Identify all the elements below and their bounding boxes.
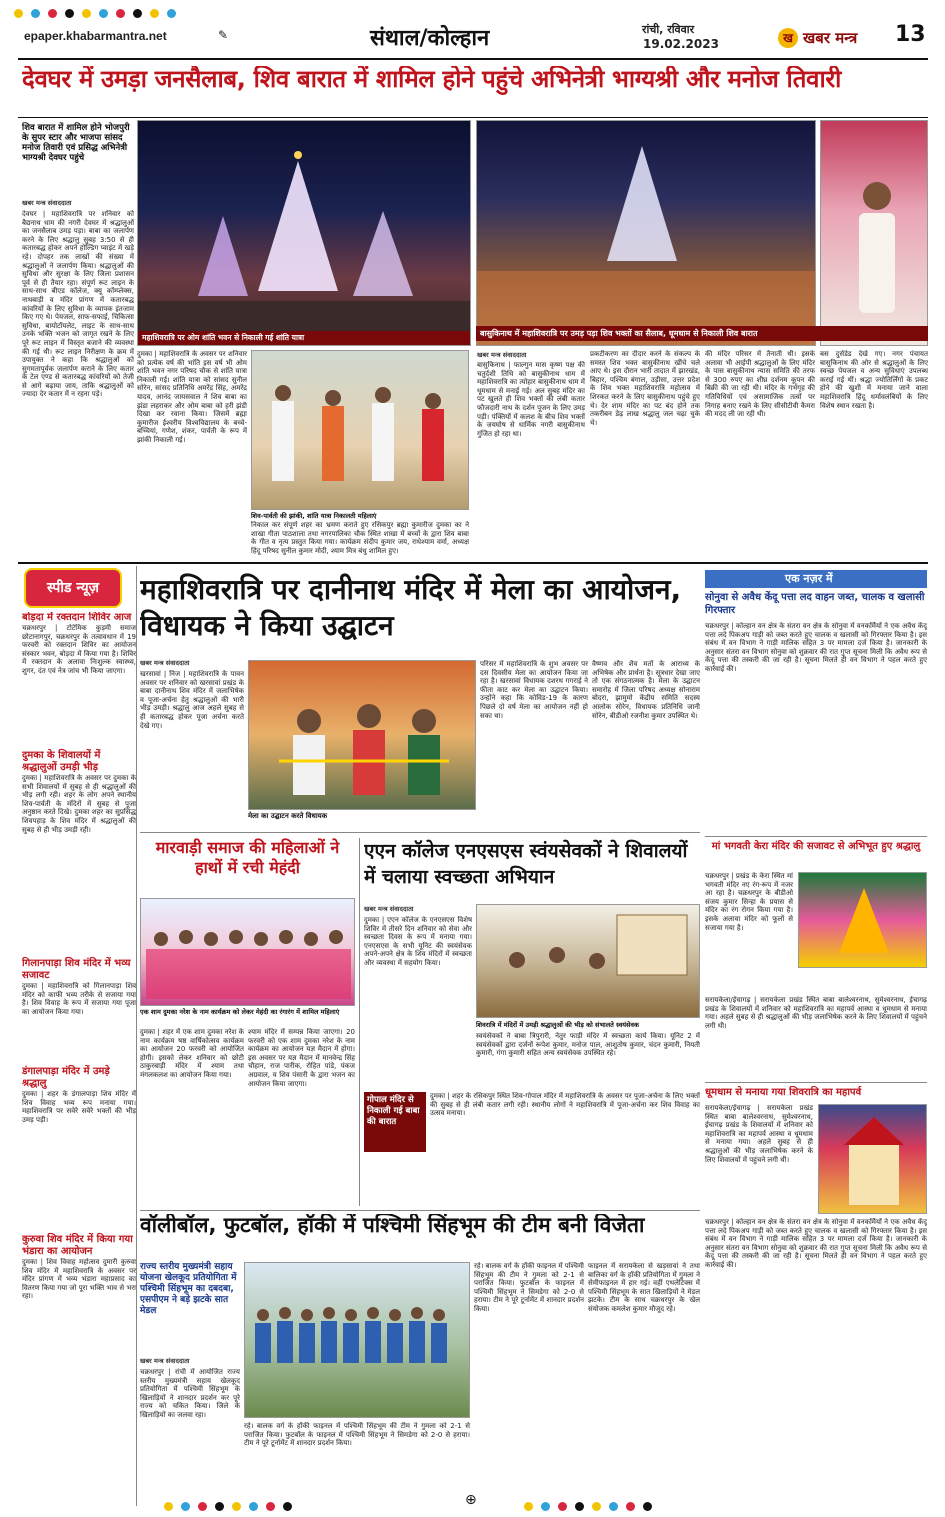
speed-item-title: डंगालपाड़ा मंदिर में उमड़े श्रद्धालु xyxy=(22,1066,110,1089)
daninath-text-1: खरसावां | निज | महाशिवरात्रि के पावन अवसर पर शनिवार को खरसावां प्रखंड के बाबा दानीनाथ शिव मंदिर में जलाभिषेक व पूजा-अर्चना हेतु श्रद्धालुओं की भारी भीड़ उमड़ी। श्रद्धालु आज अहले सुबह से ही कतारबद्ध होकर पूजा अर्चना करते देखे गए। xyxy=(140,670,244,730)
ek-nazar-text-2b: सरायकेला/ईचागढ़ | सरायकेला प्रखंड स्थित बाबा बालेश्वरनाथ, सुमेश्वरनाथ, ईचागढ़ प्रखंड के शिवालयों में शनिवार को महाशिवरात्रि का महापर्व आस्था व धूमधाम से मनाया गया। अहले सुबह से ही श्रद्धालुओं की भीड़ जलाभिषेक करने के लिए शिवालयों में पहुंचने लगी थी। xyxy=(705,996,927,1030)
sports-text-3: फाइनल में सरायकेला से खड़सावां ने तथा बालिका वर्ग के हॉकी प्रतियोगिता में गुमला ने सेमीफाइनल में हार गई। वहीं एथलेटिक्स में पश्चिमी सिंहभूम के सात खिलाड़ियों ने मेडल झटके। टीम के साथ चक्रधरपुर के खेल संयोजक कमलेश कुमार मौजूद रहे। xyxy=(588,1262,700,1313)
basuki-byline: खबर मन्त्र संवाददाता xyxy=(477,351,527,359)
nss-text-2: स्वयंसेवकों ने बाबा त्रिपुरारी, नेतुर फाड़ी मंदिर में स्वच्छता कार्य किया। यूनिट 2 में स्वयंसेवकों द्वारा दर्जनों रूपेश कुमार, मनोज पाल, आशुतोष कुमार, चंदन कुमारी, नियती कुमारी, गंगा कुमारी सहित अन्य स्वयंसेवक उपस्थित रहे। xyxy=(476,1032,700,1058)
ek-nazar-banner xyxy=(705,570,927,588)
speed-item-text: दुमका | शिव विवाह महोत्सव दुमारी कुरुवा शिव मंदिर में महाशिवरात्रि के अवसर पर मंदिर प्रांगण में भव्य भंडारा महाप्रसाद का वितरण किया गया जो पूरा भक्ति भाव से भरा रहा। xyxy=(22,1258,136,1301)
lead-headline: देवघर में उमड़ा जनसैलाब, शिव बारात में शामिल होने पहुंचे अभिनेत्री भाग्यश्री और मनोज तिवारी xyxy=(22,66,842,93)
sports-byline: खबर मन्त्र संवाददाता xyxy=(140,1357,190,1365)
procession-illustration xyxy=(252,351,469,510)
speed-item xyxy=(22,958,136,1062)
masthead xyxy=(0,0,945,62)
sports-text-1: चक्रधरपुर | रांची में आयोजित राज्य स्तरीय मुख्यमंत्री सहाय खेलकूद प्रतियोगिता में पश्चिमी सिंहभूम के खिलाड़ियों ने शानदार प्रदर्शन कर पूरे राज्य को चकित किया। जिले के खिलाड़ियों का जलवा रहा। xyxy=(140,1368,240,1419)
sports-text-1b: रहे। बालक वर्ग के हॉकी फाइनल में पश्चिमी सिंहभूम की टीम ने गुमला को 2-1 से पराजित किया। फुटबॉल के फाइनल में पश्चिमी सिंहभूम ने सिमडेगा को 2-0 से हराया। टीम ने पूरे टूर्नामेंट में शानदार प्रदर्शन किया। xyxy=(244,1422,470,1448)
speed-item-title: कुरुवा शिव मंदिर में किया गया भंडारा का आयोजन xyxy=(22,1234,133,1257)
ek-nazar-label: एक नज़र में xyxy=(785,572,833,585)
section-rule-3 xyxy=(140,1210,700,1211)
ek-nazar-text-3: सरायकेला/ईचागढ़ | सरायकेला प्रखंड स्थित बाबा बालेश्वरनाथ, सुमेश्वरनाथ, ईचागढ़ प्रखंड के शिवालयों में शनिवार को महाशिवरात्रि का महापर्व आस्था व धूमधाम से मनाया गया। अहले सुबह से ही श्रद्धालुओं की भीड़ जलाभिषेक करने के लिए शिवालयों में पहुंचने लगी थी। xyxy=(705,1104,813,1164)
ek-nazar-text-3b: चक्रधरपुर | कोल्हान वन क्षेत्र के संतरा वन क्षेत्र के सोनुवा में वनकर्मियों ने एक अवैध केंदू पत्ता लदे पिकअप गाड़ी को जब्त करते हुए चालक व खलासी को गिरफ्तार किया है। इस संबंध में वन विभाग ने गाड़ी मालिक सहित 3 पर मामला दर्ज किया है। जानकारी के अनुसार संतरा वन विभाग सोनुवा को शुक्रवार की रात गुप्त सूचना मिली कि अवैध रूप से केंदू पत्ता की तस्करी की जा रही है। सूचना मिलते ही वन विभाग ने पहल करते हुए कार्रवाई की। xyxy=(705,1218,927,1269)
danniath-photo-caption: मेला का उद्घाटन करते विधायक xyxy=(248,812,328,820)
women-group-illustration xyxy=(141,899,355,1006)
gopal-box xyxy=(364,1092,426,1152)
photo-cleanliness xyxy=(476,904,700,1018)
footer-registration-dots-right xyxy=(520,1496,656,1515)
danniath-text-2: परिसर में महाशिवरात्रि के शुभ अवसर पर दस दिवसीय मेला का आयोजन किया जा रहा है। खरसावां विधायक दशरथ गगराई ने फीता काट कर मेला का उद्घाटन किया। उन्होंने कहा कि कोविड-19 के कारण पिछले दो वर्ष मेला का आयोजन नहीं हो सका था। xyxy=(480,660,588,720)
section-rule-2 xyxy=(140,832,700,833)
nss-divider xyxy=(359,838,360,1206)
marwari-text-1: दुमका | शहर में एक शाम दुमका नरेश के नाम कार्यक्रम षष्ठ वार्षिकोत्सव कार्यक्रम का आयोजन 20 फरवरी को आयोजित होगी। इसको लेकर शनिवार को छोटी ठाकुरबाड़ी मंदिर में श्याम तथा मंगलकलश का आयोजन किया गया। xyxy=(140,1028,244,1079)
speed-news-label: स्पीड न्यूज़ xyxy=(46,580,100,596)
sports-text-2: रहे। बालक वर्ग के हॉकी फाइनल में पश्चिमी सिंहभूम की टीम ने गुमला को 2-1 से पराजित किया। फुटबॉल के फाइनल में पश्चिमी सिंहभूम ने सिमडेगा को 2-0 से हराया। टीम ने पूरे टूर्नामेंट में शानदार प्रदर्शन किया। xyxy=(474,1262,584,1313)
speed-item-title: गिलानपाड़ा शिव मंदिर में भव्य सजावट xyxy=(22,958,131,981)
color-registration-dots xyxy=(10,3,180,22)
ek-nazar-rule-1 xyxy=(705,836,927,837)
photo-shivalaya xyxy=(818,1104,927,1214)
photo-inauguration xyxy=(248,660,476,810)
inauguration-illustration xyxy=(249,661,476,810)
column-divider xyxy=(136,566,137,1506)
basuki-text-2: प्रकटीकरण का दीदार करने के संकल्प के समस्त शिव भक्त बासुकीनाथ खींचे चले आए थे। इस दौरान भारी तादात में झारखंड, बिहार, पश्चिम बंगाल, उड़ीसा, उत्तर प्रदेश के शिव भक्त महाशिवरात्रि महोत्सव में शिरकत करने के लिए बासुकीनाथ पहुंचे हुए थे। देर शाम मंदिर का पट बंद होने तक तकरीबन डेढ़ लाख श्रद्धालु जल चढ़ा चुके थे। xyxy=(590,350,700,427)
basuki-text-3: की मंदिर परिसर में तैनाती थी। इसके अलावा भी आईपी श्रद्धालुओं के लिए मंदिर के पास बासुकीनाथ न्यास समिति की तरफ से 300 रुपए का शीघ्र दर्शनम कूपन की बिक्री की जा रही थी। मंदिर के गर्भगृह की गतिविधियों एवं असामाजिक तत्वों पर निगाह बनाए रखने के लिए सीसीटीवी कैमरा की मदद ली जा रही थी। xyxy=(705,350,815,419)
cursor-icon: ✎ xyxy=(218,28,229,42)
ek-nazar-headline-1: सोनुवा से अवैध केंदू पत्ता लद वाहन जब्त, चालक व खलासी गिरफ्तार xyxy=(705,592,925,616)
photo-temple-night xyxy=(137,120,471,346)
temple-crowd-illustration xyxy=(477,121,816,346)
speed-item-text: दुमका | महाशिवरात्रि को गिलानपाड़ा शिव मंदिर को काफी भव्य तरीके से सजाया गया है। शिव विवाह के रूप में सजाया गया पूजा का आयोजन किया गया। xyxy=(22,982,136,1016)
speed-news-column xyxy=(22,612,136,1512)
ek-nazar-headline-2: मां भगवती केरा मंदिर की सजावट से अभिभूत हुए श्रद्धालु xyxy=(711,841,921,852)
sports-headline: वॉलीबॉल, फुटबॉल, हॉकी में पश्चिमी सिंहभूम की टीम बनी विजेता xyxy=(140,1214,645,1237)
photo-sports-team xyxy=(244,1262,470,1418)
photo-shanti-yatra xyxy=(251,350,469,510)
photo1-caption: महाशिवरात्रि पर ओम शांति भवन से निकाली गई शांति यात्रा xyxy=(138,331,471,345)
speed-item-title: बोड़दा में रक्तदान शिविर आज xyxy=(22,612,132,623)
speed-item xyxy=(22,612,136,746)
volunteers-illustration xyxy=(477,905,700,1018)
brand-logo-icon: ख xyxy=(778,28,798,48)
marwari-headline: मारवाड़ी समाज की महिलाओं ने हाथों में रची मेहंदी xyxy=(155,838,340,877)
lead-rule xyxy=(18,117,928,118)
ek-nazar-headline-3: धूमधाम से मनाया गया शिवरात्रि का महापर्व xyxy=(705,1087,862,1098)
team-illustration xyxy=(245,1263,470,1418)
danniath-text-3: वैष्णव और शैव मतों के आराध्य के अभिषेक और प्रार्थना है। सूत्रधार देखा जाए तो एक संगठनात्मक है। मेला के उद्घाटन समारोह में जिला परिषद अध्यक्ष सोनाराम बोदरा, झामुमो केंद्रीय समिति सदस्य आलोक सोरेन, विधायक प्रतिनिधि जानी सोरेन, बीडीओ रजनीश कुमार उपस्थित थे। xyxy=(592,660,700,720)
marwari-photo-caption: एक शाम दुमका नरेश के नाम कार्यक्रम को लेकर मेहंदी का रंगारंग में शामिल महिलाएं xyxy=(140,1008,340,1016)
page-number: 13 xyxy=(895,22,926,47)
mid-rule xyxy=(18,562,928,564)
speed-item xyxy=(22,750,136,954)
nss-headline: एएन कॉलेज एनएसएस स्वंयसेवकों ने शिवालयों में चलाया स्वच्छता अभियान xyxy=(364,840,688,888)
nss-photo-caption: शिवरात्रि में मंदिरों में उमड़ी श्रद्धालुओं की भीड़ को संभालते स्वयंसेवक xyxy=(476,1021,639,1029)
brand-name: खबर मन्त्र xyxy=(803,29,858,47)
speed-item-text: दुमका | महाशिवरात्रि के अवसर पर दुमका के सभी शिवालयों में सुबह से ही श्रद्धालुओं की भीड़ लगी रही। शहर के लोग अपने स्थानीय शिव-पार्वती के मंदिरों में सुबह से पूजा अनुष्ठान करते दिखे। दुमका शहर का सुप्रसिद्ध शिवपहाड़ के शिव मंदिर में श्रद्धालुओं की सुबह से ही भीड़ उमड़ी रही। xyxy=(22,774,136,834)
shanti-text-1: दुमका | महाशिवरात्रि के अवसर पर शनिवार को प्रत्येक वर्ष की भांति इस वर्ष भी ओम शांति भवन नगर परिषद चौक से शांति यात्रा निकाली गई। शांति यात्रा को सांसद सुनील सोरेन, सांसद प्रतिनिधि अमरेंद्र सिंह, अमरेंद्र यादव, आनंद जायसवाल ने शिव बाबा का झंडा लहराकर और ओम बाबा को हरी झंडी दिखा कर रवाना किया। जिसमें ब्रह्मा कुमारीज ईश्वरीय विश्वविद्यालय के बच्चे-बच्चियां, गणेश, शंकर, पार्वती के रूप में झांकी निकाली गई। xyxy=(137,350,247,444)
photo-basukinath xyxy=(476,120,816,346)
site-url[interactable]: epaper.khabarmantra.net xyxy=(24,29,167,43)
lead-body: देवघर | महाशिवरात्रि पर शनिवार को बैद्यनाथ धाम की नगरी देवघर में श्रद्धालुओं का जनसैलाब उमड़ पड़ा। बाबा का जलार्पण करने के लिए श्रद्धालु सुबह 3:50 से ही कतारबद्ध होकर अपने होल्डिंग प्वाइंट में खड़े रहे। दोपहर तक लाखों की संख्या में श्रद्धालुओं ने जलार्पण किया। श्रद्धालुओं की सुविधा और सुरक्षा के लिए जिला प्रशासन पूर्व से ही तैयार रहा। संपूर्ण रूट लाइन के साथ-साथ बीएड कॉलेज, क्यू कॉम्प्लेक्स, नाथबाड़ी व मंदिर प्रांगण में कतारबद्ध कांवरियों के लिए सुविधा के व्यापक इंतजाम किए गए थे। पेयजल, साफ-सफाई, चिकित्सा सुविधा, बायोटॉयलेट, लाइट के साथ-साथ उनके भक्ति भजन को जागृत रखने के लिए पूरे रूट लाइन में विस्तृत बजाने की व्यवस्था की गई थी। रूट लाइन निरीक्षण के क्रम में उपायुक्त ने कहा कि श्रद्धालुओं को सुगमतापूर्वक जलार्पण कराने के लिए कतार के टेल एण्ड से कतारबद्ध कांवरियों को तेजी से आगे बढ़ाया जाय, ताकि श्रद्धालुओं को ज्यादा देर कतार में न रहना पड़े। xyxy=(22,210,134,399)
date: 19.02.2023 xyxy=(643,37,719,51)
speed-item-title: दुमका के शिवालयों में श्रद्धालुओं उमड़ी भीड़ xyxy=(22,750,101,773)
basuki-text-4: बस दुर्सडेड देखे गए। नगर पंचायत बासुकिनाथ की ओर से श्रद्धालुओं के लिए स्वच्छ पेयजल व अन्य सुविधाएं उपलब्ध कराई गई थीं। श्रद्धा ज्योतिर्लिंगों के प्रकट होने की खुशी में मनाया जाने वाला महाशिवरात्रि हिंदू धर्मावलंबियों के लिए विशेष स्थान रखता है। xyxy=(820,350,928,410)
ek-nazar-text-2: चक्रधरपुर | प्रखंड के केरा स्थित मां भगवती मंदिर नए रंग-रूप में नजर आ रहा है। चक्रधरपुर के बीडीओ संजय कुमार सिन्हा के प्रयास से मंदिर का रंग रोगन किया गया है। इसके अलावा मंदिर को फूलों से सजाया गया है। xyxy=(705,872,793,932)
photo-kera-temple xyxy=(798,872,927,968)
shrine-illustration xyxy=(819,1105,927,1214)
speed-news-badge xyxy=(24,568,122,608)
lead-intro: शिव बारात में शामिल होने भोजपुरी के सुपर स्टार और भाजपा सांसद मनोज तिवारी एवं प्रसिद्ध अभिनेत्री भाग्यश्री देवघर पहुंचे xyxy=(22,123,130,163)
shanti-text-2: निकाल कर संपूर्ण शहर का भ्रमण कराते हुए रसिकपुर ब्रह्मा कुमारीज दुमका का ने शाखा गीता पाठशाला तथा नगरपालिका चौक स्थित शाखा में बच्चों के द्वारा शिव बाबा के गीत व नृत्य प्रस्तुत किया गया। कार्यक्रम संदीप कुमार जय, राधेश्याम वर्मा, अध्यक्ष हिंदू परिषद सुनील कुमार मोदी, श्याम मित्र बंधु शामिल हुए। xyxy=(251,521,469,555)
photo-mehndi xyxy=(140,898,355,1006)
lead-byline: खबर मन्त्र संवाददाता xyxy=(22,199,72,207)
temple-decor-illustration xyxy=(799,873,927,968)
photo3-caption: शिव-पार्वती की झांकी, शांति यात्रा निकालती महिलाएं xyxy=(251,512,377,520)
nss-text-1: दुमका | एएन कॉलेज के एनएसएस विशेष शिविर में तीसरे दिन शनिवार को सेवा और स्वच्छता दिवस के रूप में मनाया गया। एनएसएस के सभी यूनिट की स्वयंसेवक अपने-अपने क्षेत्र के शिव मंदिरों में स्वच्छता और व्यवस्था में सहयोग किया। xyxy=(364,916,472,967)
footer-register-mark: ⊕ xyxy=(465,1492,477,1508)
gopal-text: दुमका | शहर के रसिकपुर स्थित शिव-गोपाल मंदिर में महाशिवरात्रि के अवसर पर पूजा-अर्चना के लिए भक्तों की सुबह से ही लंबी कतार लगी रही। स्थानीय लोगों ने महाशिवरात्रि में पूजा-अर्चना कर शिव विवाह का उत्सव मनाया। xyxy=(430,1092,700,1118)
photo-actor xyxy=(820,120,928,346)
marwari-text-2: श्याम मंदिर में सम्पन्न किया जाएगा। 20 फरवरी को एक शाम दुमका नरेश के नाम कार्यक्रम का आयोजन यज्ञ मैदान में होगा। इस अवसर पर यज्ञ मैदान में मानवेन्द्र सिंह चौहान, राज पारीक, रोहित पांडे, पंकज अग्रवाल, य शिव पंसारी के द्वारा भजन का आयोजन किया जाएगा। xyxy=(248,1028,355,1088)
footer-registration-dots-left xyxy=(160,1496,296,1515)
daninath-headline: महाशिवरात्रि पर दानीनाथ मंदिर में मेला का आयोजन, विधायक ने किया उद्घाटन xyxy=(140,573,682,642)
speed-item xyxy=(22,1066,136,1230)
sports-deck: राज्य स्तरीय मुख्यमंत्री सहाय योजना खेलकूद प्रतियोगिता में पश्चिमी सिंहभूम का दबदबा, एसपीएम ने बड़े झटके सात मेडल xyxy=(140,1262,237,1316)
basuki-text-1: बासुकिनाथ | फाल्गुन मास कृष्ण पक्ष की चतुर्दशी तिथि को बासुकीनाथ धाम में महाशिवरात्रि का त्योहार बासुकीनाथ धाम में धूमधाम से मनाई गई। अल सुबह मंदिर का पट खुलते ही शिव भक्तों की लंबी कतार फौजदारी नाथ के दर्शन पूजन के लिए उमड़ पड़ी। पंक्तियों में कलश के बीच शिव भक्तों के जयघोष से धार्मिक नगरी बासुकीनाथ गुंजित हो रहा था। xyxy=(477,361,585,438)
speed-item xyxy=(22,1234,136,1408)
masthead-rule xyxy=(18,58,928,60)
photo2-caption: बासुकिनाथ में महाशिवरात्रि पर उमड़ पड़ा शिव भक्तों का सैलाब, धूमधाम से निकाली शिव बारात xyxy=(476,326,928,341)
speed-item-text: दुमका | शहर के डंगालपाड़ा शिव मंदिर में शिव विवाह भव्य रूप मनाया गया। महाशिवरात्रि पर सवेरे सवेरे भक्तों की भीड़ उमड़ पड़ी। xyxy=(22,1090,136,1124)
gopal-label: गोपाल मंदिर से निकाली गई बाबा की बारात xyxy=(367,1095,420,1127)
temple-illustration xyxy=(138,121,471,346)
ek-nazar-text-1: चक्रधरपुर | कोल्हान वन क्षेत्र के संतरा वन क्षेत्र के सोनुवा में वनकर्मियों ने एक अवैध केंदू पत्ता लदे पिकअप गाड़ी को जब्त करते हुए चालक व खलासी को गिरफ्तार किया है। इस संबंध में वन विभाग ने गाड़ी मालिक सहित 3 पर मामला दर्ज किया है। जानकारी के अनुसार संतरा वन विभाग सोनुवा को शुक्रवार की रात गुप्त सूचना मिली कि अवैध रूप से केंदू पत्ता की तस्करी की जा रही है। सूचना मिलते ही वन विभाग ने पहल करते हुए कार्रवाई की। xyxy=(705,622,927,673)
city-day: रांची, रविवार xyxy=(642,23,695,36)
ek-nazar-rule-2 xyxy=(705,1082,927,1083)
section-title: संथाल/कोल्हान xyxy=(370,26,490,51)
nss-byline: खबर मन्त्र संवाददाता xyxy=(364,905,414,913)
speed-item-text: चक्रधरपुर | टोटेमिक कुड़मी समाज छोटानागपुर, चक्रधरपुर के तत्वावधान में 19 फरवरी को रक्तदान शिविर का आयोजन संस्कार भवन, बोड़दा में किया गया है। शिविर में रक्तदान के अलावा निःशुल्क स्वास्थ्य, शुगर, दंत एवं नेत्र जांच भी किया जाएगा। xyxy=(22,624,136,675)
person-illustration xyxy=(821,121,928,346)
daninath-byline: खबर मन्त्र संवाददाता xyxy=(140,659,190,667)
